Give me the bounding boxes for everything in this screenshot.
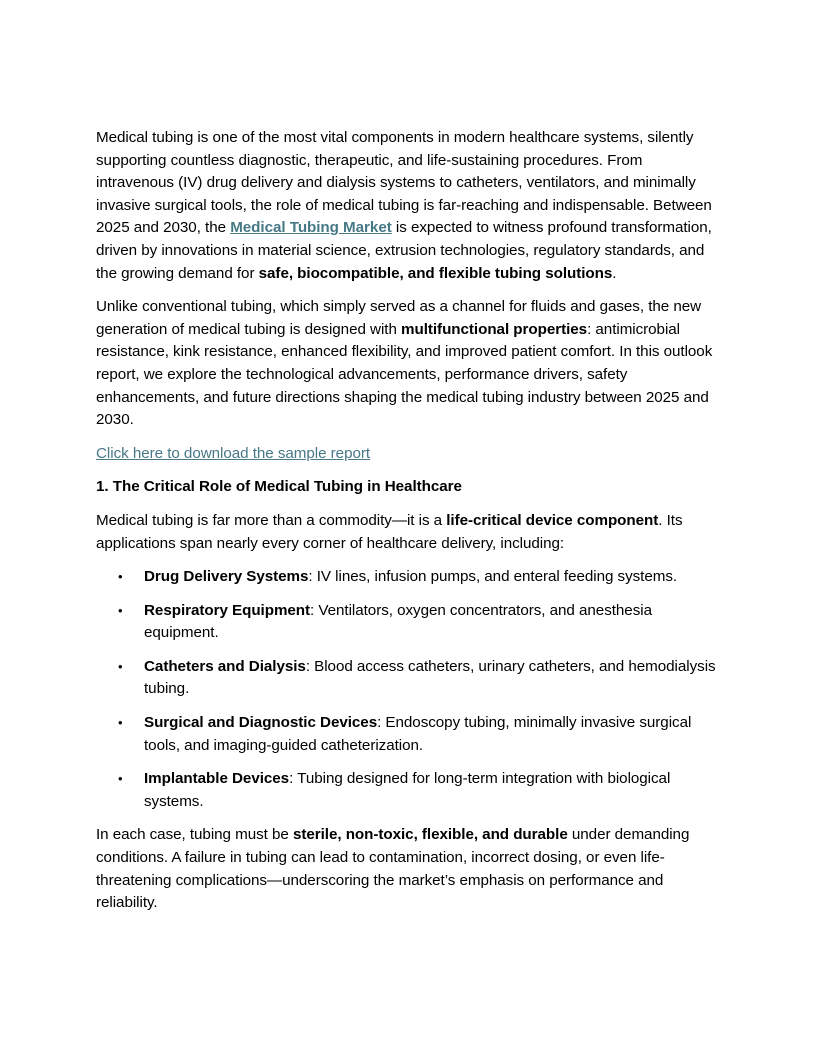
medical-tubing-market-link[interactable]: Medical Tubing Market bbox=[230, 219, 392, 237]
download-sample-report-link[interactable]: Click here to download the sample report bbox=[96, 444, 371, 462]
closing-emphasis: sterile, non-toxic, flexible, and durable bbox=[292, 826, 568, 844]
list-item bbox=[96, 768, 720, 813]
bullet-icon: • bbox=[118, 715, 123, 731]
intro-paragraph-2 bbox=[96, 296, 720, 432]
list-item-text: : Ventilators, oxygen concentrators, and anesthesia equipment. bbox=[144, 601, 652, 642]
closing-text-b: under demanding conditions. A failure in tubing can lead to contamination, incorrect dosing, or even life-threatening complications—underscoring the market’s emphasis on performance and reliability. bbox=[96, 826, 690, 912]
intro-text-2b: : antimicrobial resistance, kink resistance, enhanced flexibility, and improved patient comfort. In this outlook report, we explore the technological advancements, performance drivers, safety enhancements, and future directions shaping the medical tubing industry between 2025 and 2030. bbox=[96, 320, 713, 429]
bullet-icon: • bbox=[118, 658, 123, 674]
intro-text-1c: . bbox=[612, 264, 617, 282]
bullet-icon: • bbox=[118, 771, 123, 787]
section-1-heading: 1. The Critical Role of Medical Tubing in Healthcare bbox=[96, 478, 462, 496]
download-paragraph bbox=[96, 443, 720, 466]
list-item bbox=[96, 600, 720, 645]
list-item-text: : Tubing designed for long-term integration with biological systems. bbox=[144, 770, 671, 810]
section-1-text-b: . Its applications span nearly every corner of healthcare delivery, including: bbox=[96, 511, 683, 552]
applications-list bbox=[96, 566, 720, 813]
section-1-emphasis: life-critical device component bbox=[446, 511, 659, 529]
bullet-icon: • bbox=[118, 569, 123, 585]
intro-text-2a: Unlike conventional tubing, which simply served as a channel for fluids and gases, the new generation of medical tubing is designed with bbox=[96, 298, 702, 338]
intro-text-1a: Medical tubing is one of the most vital components in modern healthcare systems, silently supporting countless diagnostic, therapeutic, and life-sustaining procedures. From intravenous (IV) drug delivery and dialysis systems to catheters, ventilators, and minimally invasive surgical tools, the role of medical tubing is far-reaching and indispensable. Between 2025 and 2030, the bbox=[96, 129, 712, 237]
intro-emphasis-1: safe, biocompatible, and flexible tubing solutions bbox=[258, 264, 613, 282]
list-item-term: Drug Delivery Systems bbox=[144, 568, 309, 586]
closing-text-a: In each case, tubing must be bbox=[96, 826, 293, 844]
intro-emphasis-2: multifunctional properties bbox=[401, 320, 588, 338]
list-item-text: : IV lines, infusion pumps, and enteral feeding systems. bbox=[308, 568, 678, 586]
intro-paragraph-1 bbox=[96, 127, 720, 285]
section-1-text-a: Medical tubing is far more than a commodity—it is a bbox=[96, 511, 447, 529]
list-item-term: Surgical and Diagnostic Devices bbox=[144, 714, 378, 732]
list-item bbox=[96, 656, 720, 701]
list-item bbox=[96, 566, 720, 589]
list-item-text: : Endoscopy tubing, minimally invasive surgical tools, and imaging-guided catheterization. bbox=[144, 714, 692, 754]
list-item-text: : Blood access catheters, urinary catheters, and hemodialysis tubing. bbox=[144, 657, 716, 698]
intro-text-1b: is expected to witness profound transformation, driven by innovations in material science, extrusion technologies, regulatory standards, and the growing demand for bbox=[96, 219, 712, 282]
bullet-icon: • bbox=[118, 602, 123, 618]
list-item-term: Implantable Devices bbox=[144, 770, 290, 788]
section-1-intro bbox=[96, 510, 720, 555]
list-item-term: Respiratory Equipment bbox=[144, 601, 311, 619]
list-item bbox=[96, 712, 720, 757]
list-item-term: Catheters and Dialysis bbox=[144, 657, 306, 675]
section-1-closing bbox=[96, 824, 720, 914]
